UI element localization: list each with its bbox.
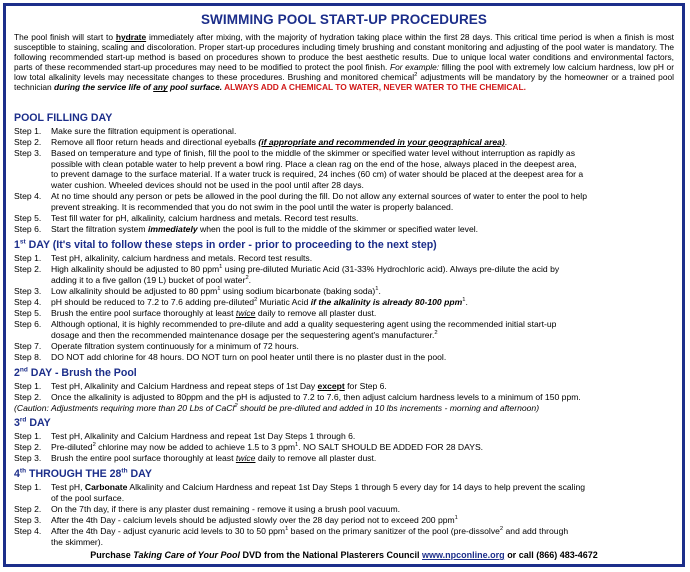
step-item: Step 4. At no time should any person or pets be allowed in the pool during the fill. Do not allow any external sources of water to enter the pool to help prevent streaking. It is recommended that you do not swim in the pool until the water is properly balanced. (14, 191, 587, 212)
step-item: Step 7. Operate filtration system continuously for a minimum of 72 hours. (14, 341, 299, 351)
step-item: Step 5. Test fill water for pH, alkalinity, calcium hardness and metals. Record test results. (14, 213, 359, 223)
step-item: Step 5. Brush the entire pool surface thoroughly at least twice daily to remove all plaster dust. (14, 308, 377, 318)
step-item: Step 4. pH should be reduced to 7.2 to 7.6 adding pre-diluted$^2$ Muriatic Acid if the alkalinity is already 80-100 ppm$^1$. (14, 297, 468, 307)
step-item: Step 2. On the 7th day, if there is any plaster dust remaining - remove it using a brush pool vacuum. (14, 504, 401, 514)
step-item: Step 3. Low alkalinity should be adjusted to 80 ppm$^1$ using sodium bicarbonate (baking soda)$^1$. (14, 286, 381, 296)
step-item: Step 6. Start the filtration system immediately when the pool is full to the middle of the skimmer or specified water level. (14, 224, 479, 234)
section-day-3: 3rd DAY (14, 416, 51, 429)
step-item: Step 4. After the 4th Day - adjust cyanuric acid levels to 30 to 50 ppm$^1$ based on the primary sanitizer of the pool (pre-dissolve$^2$ and add through the skimmer). (14, 526, 569, 547)
step-item: Step 8. DO NOT add chlorine for 48 hours. DO NOT turn on pool heater until there is no plaster dust in the pool. (14, 352, 447, 362)
intro-paragraph: The pool finish will start to hydrate immediately after mixing, with the majority of hydration taking place within the first 28 days. This critical time period is when a finish is most susceptible to staining, scaling and discoloration. Proper start-up procedures including timely brushing and constant monitoring and adjusting of the pool water is mandatory. The following recommended start-up method is based on procedures shown to produce the best aesthetic results. Due to unique local water conditions and environmental factors, parts of these recommended start-up procedures may need to be modified to protect the pool finish. For example: filling the pool with extremely low calcium hardness, low pH or low total alkalinity levels may necessitate changes to these procedures. Brushing and monitored chemical$^2$ adjustments will be mandatory by the homeowner or a trained pool technician during the service life of any pool surface. ALWAYS ADD A CHEMICAL TO WATER, NEVER WATER TO THE CHEMICAL. (14, 32, 675, 93)
step-item: Step 6. Although optional, it is highly recommended to pre-dilute and add a quality sequestering agent using the recommended initial start-up dosage and then the recommended maintenance dosage per the sequestering agent's manufacturer.$^2$ (14, 319, 557, 340)
step-item: Step 2. Pre-diluted$^2$ chlorine may now be added to achieve 1.5 to 3 ppm$^1$. NO SALT SHOULD BE ADDED FOR 28 DAYS. (14, 442, 484, 452)
step-item: Step 3. After the 4th Day - calcium levels should be adjusted slowly over the 28 day period not to exceed 200 ppm$^1$ (14, 515, 458, 525)
step-item: Step 3. Based on temperature and type of finish, fill the pool to the middle of the skimmer or specified water level without interruption as rapidly as possible with clean potable water to help prevent a bowl ring. Place a clean rag on the end of the hose, always placed in the deepest area, to prevent damage to the surface material. If a water truck is required, 24 inches (60 cm) of water should be placed at the deepest area for a water cushion. Wheeled devices should not be used in the pool until after 28 days. (14, 148, 584, 190)
step-item: Step 1. Test pH, Carbonate Alkalinity and Calcium Hardness and repeat 1st Day Steps 1 through 5 every day for 14 days to help prevent the scaling of the pool surface. (14, 482, 586, 503)
footer-promo: Purchase Taking Care of Your Pool DVD from the National Plasterers Council www.npconline.org or call (866) 483-4672 (90, 550, 598, 560)
step-item: Step 2. Once the alkalinity is adjusted to 80ppm and the pH is adjusted to 7.2 to 7.6, then adjust calcium hardness levels to a minimum of 150 ppm. (14, 392, 581, 402)
caution-note: (Caution: Adjustments requiring more than 20 Lbs of CaCl$^2$ should be pre-diluted and added in 10 lbs increments - morning and afternoon) (14, 403, 540, 413)
section-day-1: 1st DAY (It's vital to follow these steps in order - prior to proceeding to the next step) (14, 238, 437, 251)
page-title: SWIMMING POOL START-UP PROCEDURES (200, 12, 488, 27)
section-day-2: 2nd DAY - Brush the Pool (14, 366, 137, 379)
step-item: Step 1. Make sure the filtration equipment is operational. (14, 126, 237, 136)
step-item: Step 2. High alkalinity should be adjusted to 80 ppm$^1$ using pre-diluted Muriatic Acid (31-33% Hydrochloric acid). Always pre-dilute the acid by adding it to a five gallon (19 L) bucket of pool water$^2$. (14, 264, 560, 285)
step-item: Step 1. Test pH, Alkalinity and Calcium Hardness and repeat steps of 1st Day except for Step 6. (14, 381, 387, 391)
step-item: Step 1. Test pH, Alkalinity and Calcium Hardness and repeat 1st Day Steps 1 through 6. (14, 431, 356, 441)
warning-text: ALWAYS ADD A CHEMICAL TO WATER, NEVER WATER TO THE CHEMICAL. (222, 82, 526, 93)
document-page (3, 3, 685, 567)
step-item: Step 2. Remove all floor return heads and directional eyeballs (if appropriate and recommended in your geographical area). (14, 137, 508, 147)
section-pool-filling-day: POOL FILLING DAY (14, 112, 113, 124)
step-item: Step 3. Brush the entire pool surface thoroughly at least twice daily to remove all plaster dust. (14, 453, 377, 463)
npc-website-link[interactable]: www.npconline.org (422, 550, 505, 560)
step-item: Step 1. Test pH, alkalinity, calcium hardness and metals. Record test results. (14, 253, 313, 263)
section-day-4-to-28: 4th THROUGH THE 28th DAY (14, 467, 152, 480)
